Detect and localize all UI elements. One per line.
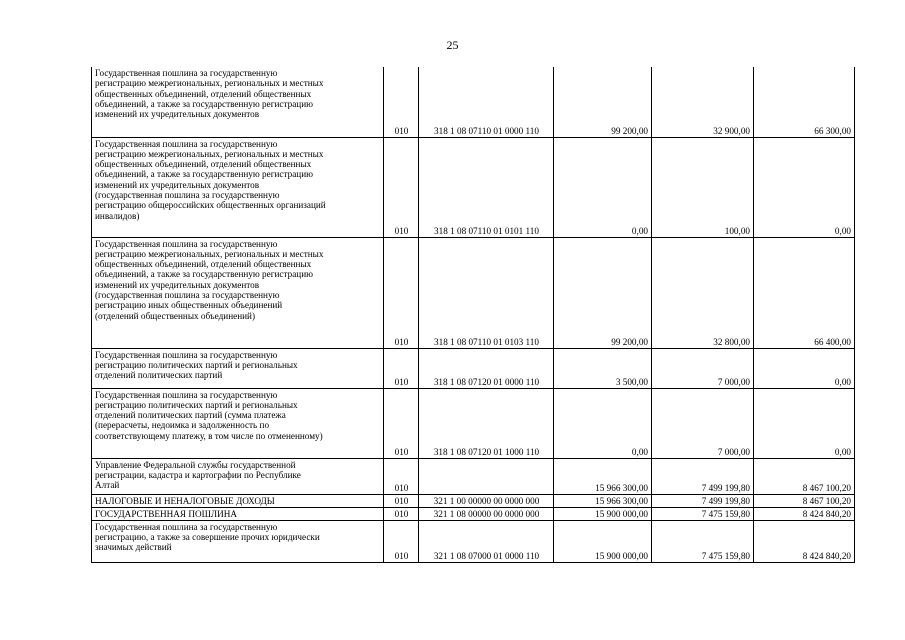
budget-classification-code: 318 1 08 07120 01 1000 110: [419, 388, 554, 458]
page-number: 25: [446, 38, 459, 52]
row-name: Государственная пошлина за государственную регистрацию политических партий и региональных отделений политических партий: [92, 348, 384, 388]
table-row: [92, 494, 855, 507]
line-code: 010: [384, 494, 419, 507]
table-row: [92, 458, 855, 494]
budget-classification-code: 318 1 08 07110 01 0103 110: [419, 237, 554, 348]
row-name: Государственная пошлина за государственную регистрацию межрегиональных, региональных и местных общественных объединений, отделений общественных объединений, а также за государственную регистрацию изменений их учредительных документов (государственная пошлина за государственную регистрацию общероссийских общественных организаций инвалидов): [92, 137, 384, 237]
approved-amount: 15 966 300,00: [554, 494, 652, 507]
table-row: [92, 348, 855, 388]
row-name: Государственная пошлина за государственную регистрацию, а также за совершение прочих юридически значимых действий: [92, 520, 384, 562]
budget-classification-code: [419, 458, 554, 494]
executed-amount: 32 900,00: [652, 67, 754, 137]
executed-amount: 7 000,00: [652, 388, 754, 458]
line-code: 010: [384, 137, 419, 237]
unexecuted-amount: 8 424 840,20: [754, 507, 855, 520]
approved-amount: 15 966 300,00: [554, 458, 652, 494]
line-code: 010: [384, 520, 419, 562]
approved-amount: 0,00: [554, 137, 652, 237]
budget-classification-code: 318 1 08 07120 01 0000 110: [419, 348, 554, 388]
table-row: [92, 520, 855, 562]
row-name: ГОСУДАРСТВЕННАЯ ПОШЛИНА: [92, 507, 384, 520]
budget-classification-code: 321 1 08 07000 01 0000 110: [419, 520, 554, 562]
executed-amount: 7 499 199,80: [652, 494, 754, 507]
unexecuted-amount: 8 467 100,20: [754, 494, 855, 507]
row-name: Государственная пошлина за государственную регистрацию межрегиональных, региональных и местных общественных объединений, отделений общественных объединений, а также за государственную регистрацию изменений их учредительных документов (государственная пошлина за государственную регистрацию иных общественных объединений (отделений общественных объединений): [92, 237, 384, 348]
table-row: [92, 137, 855, 237]
table-row: [92, 67, 855, 137]
row-name: Государственная пошлина за государственную регистрацию политических партий и региональных отделений политических партий (сумма платежа (перерасчеты, недоимка и задолженность по соответствующему платежу, в том числе по отмененному): [92, 388, 384, 458]
line-code: 010: [384, 67, 419, 137]
budget-classification-code: 318 1 08 07110 01 0000 110: [419, 67, 554, 137]
executed-amount: 7 475 159,80: [652, 507, 754, 520]
approved-amount: 99 200,00: [554, 237, 652, 348]
unexecuted-amount: 66 300,00: [754, 67, 855, 137]
executed-amount: 7 475 159,80: [652, 520, 754, 562]
unexecuted-amount: 0,00: [754, 388, 855, 458]
line-code: 010: [384, 388, 419, 458]
executed-amount: 100,00: [652, 137, 754, 237]
approved-amount: 0,00: [554, 388, 652, 458]
executed-amount: 7 499 199,80: [652, 458, 754, 494]
approved-amount: 15 900 000,00: [554, 507, 652, 520]
unexecuted-amount: 8 424 840,20: [754, 520, 855, 562]
revenue-table: [91, 67, 855, 563]
table-row: [92, 388, 855, 458]
approved-amount: 3 500,00: [554, 348, 652, 388]
line-code: 010: [384, 237, 419, 348]
unexecuted-amount: 66 400,00: [754, 237, 855, 348]
budget-classification-code: 318 1 08 07110 01 0101 110: [419, 137, 554, 237]
row-name: Государственная пошлина за государственную регистрацию межрегиональных, региональных и местных общественных объединений, отделений общественных объединений, а также за государственную регистрацию изменений их учредительных документов: [92, 67, 384, 137]
unexecuted-amount: 0,00: [754, 137, 855, 237]
unexecuted-amount: 8 467 100,20: [754, 458, 855, 494]
table-row: [92, 237, 855, 348]
table-row: [92, 507, 855, 520]
executed-amount: 32 800,00: [652, 237, 754, 348]
approved-amount: 99 200,00: [554, 67, 652, 137]
row-name: НАЛОГОВЫЕ И НЕНАЛОГОВЫЕ ДОХОДЫ: [92, 494, 384, 507]
row-name: Управление Федеральной службы государственной регистрации, кадастра и картографии по Республике Алтай: [92, 458, 384, 494]
line-code: 010: [384, 458, 419, 494]
unexecuted-amount: 0,00: [754, 348, 855, 388]
approved-amount: 15 900 000,00: [554, 520, 652, 562]
budget-classification-code: 321 1 08 00000 00 0000 000: [419, 507, 554, 520]
executed-amount: 7 000,00: [652, 348, 754, 388]
line-code: 010: [384, 348, 419, 388]
line-code: 010: [384, 507, 419, 520]
budget-classification-code: 321 1 00 00000 00 0000 000: [419, 494, 554, 507]
